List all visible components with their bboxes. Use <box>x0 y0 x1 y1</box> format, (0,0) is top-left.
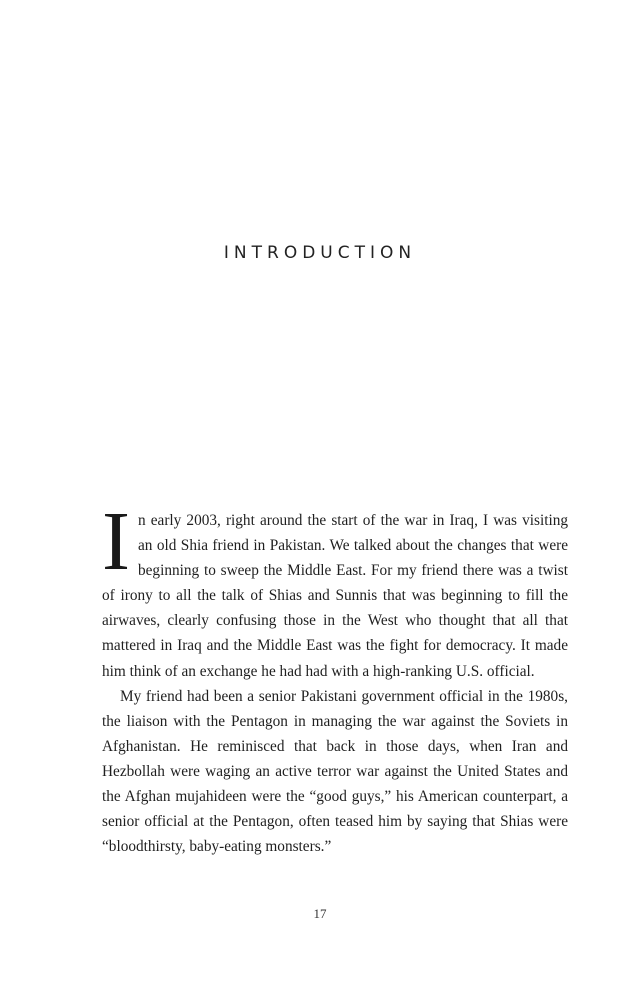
body-text <box>102 495 568 859</box>
paragraph-1 <box>102 495 568 684</box>
page-number: 17 <box>313 906 327 921</box>
chapter-title: INTRODUCTION <box>223 243 417 264</box>
paragraph-2: My friend had been a senior Pakistani government official in the 1980s, the liaison with the Pentagon in managing the war against the Soviets in Afghanistan. He reminisced that back in those days, when Iran and Hezbollah were waging an active terror war against the United States and the Afghan mujahideen were the “good guys,” his American counterpart, a senior official at the Pentagon, often teased him by saying that Shias were “bloodthirsty, baby-eating monsters.” <box>102 687 568 856</box>
drop-cap: I <box>102 495 130 588</box>
paragraph-1-text: n early 2003, right around the start of the war in Iraq, I was visiting an old Shia friend in Pakistan. We talked about the changes that were beginning to sweep the Middle East. For my friend there was a twist of irony to all the talk of Shias and Sunnis that was beginning to fill the airwaves, clearly confusing those in the West who thought that all that mattered in Iraq and the Middle East was the fight for democracy. It made him think of an exchange he had had with a high-ranking U.S. official. <box>102 512 568 680</box>
